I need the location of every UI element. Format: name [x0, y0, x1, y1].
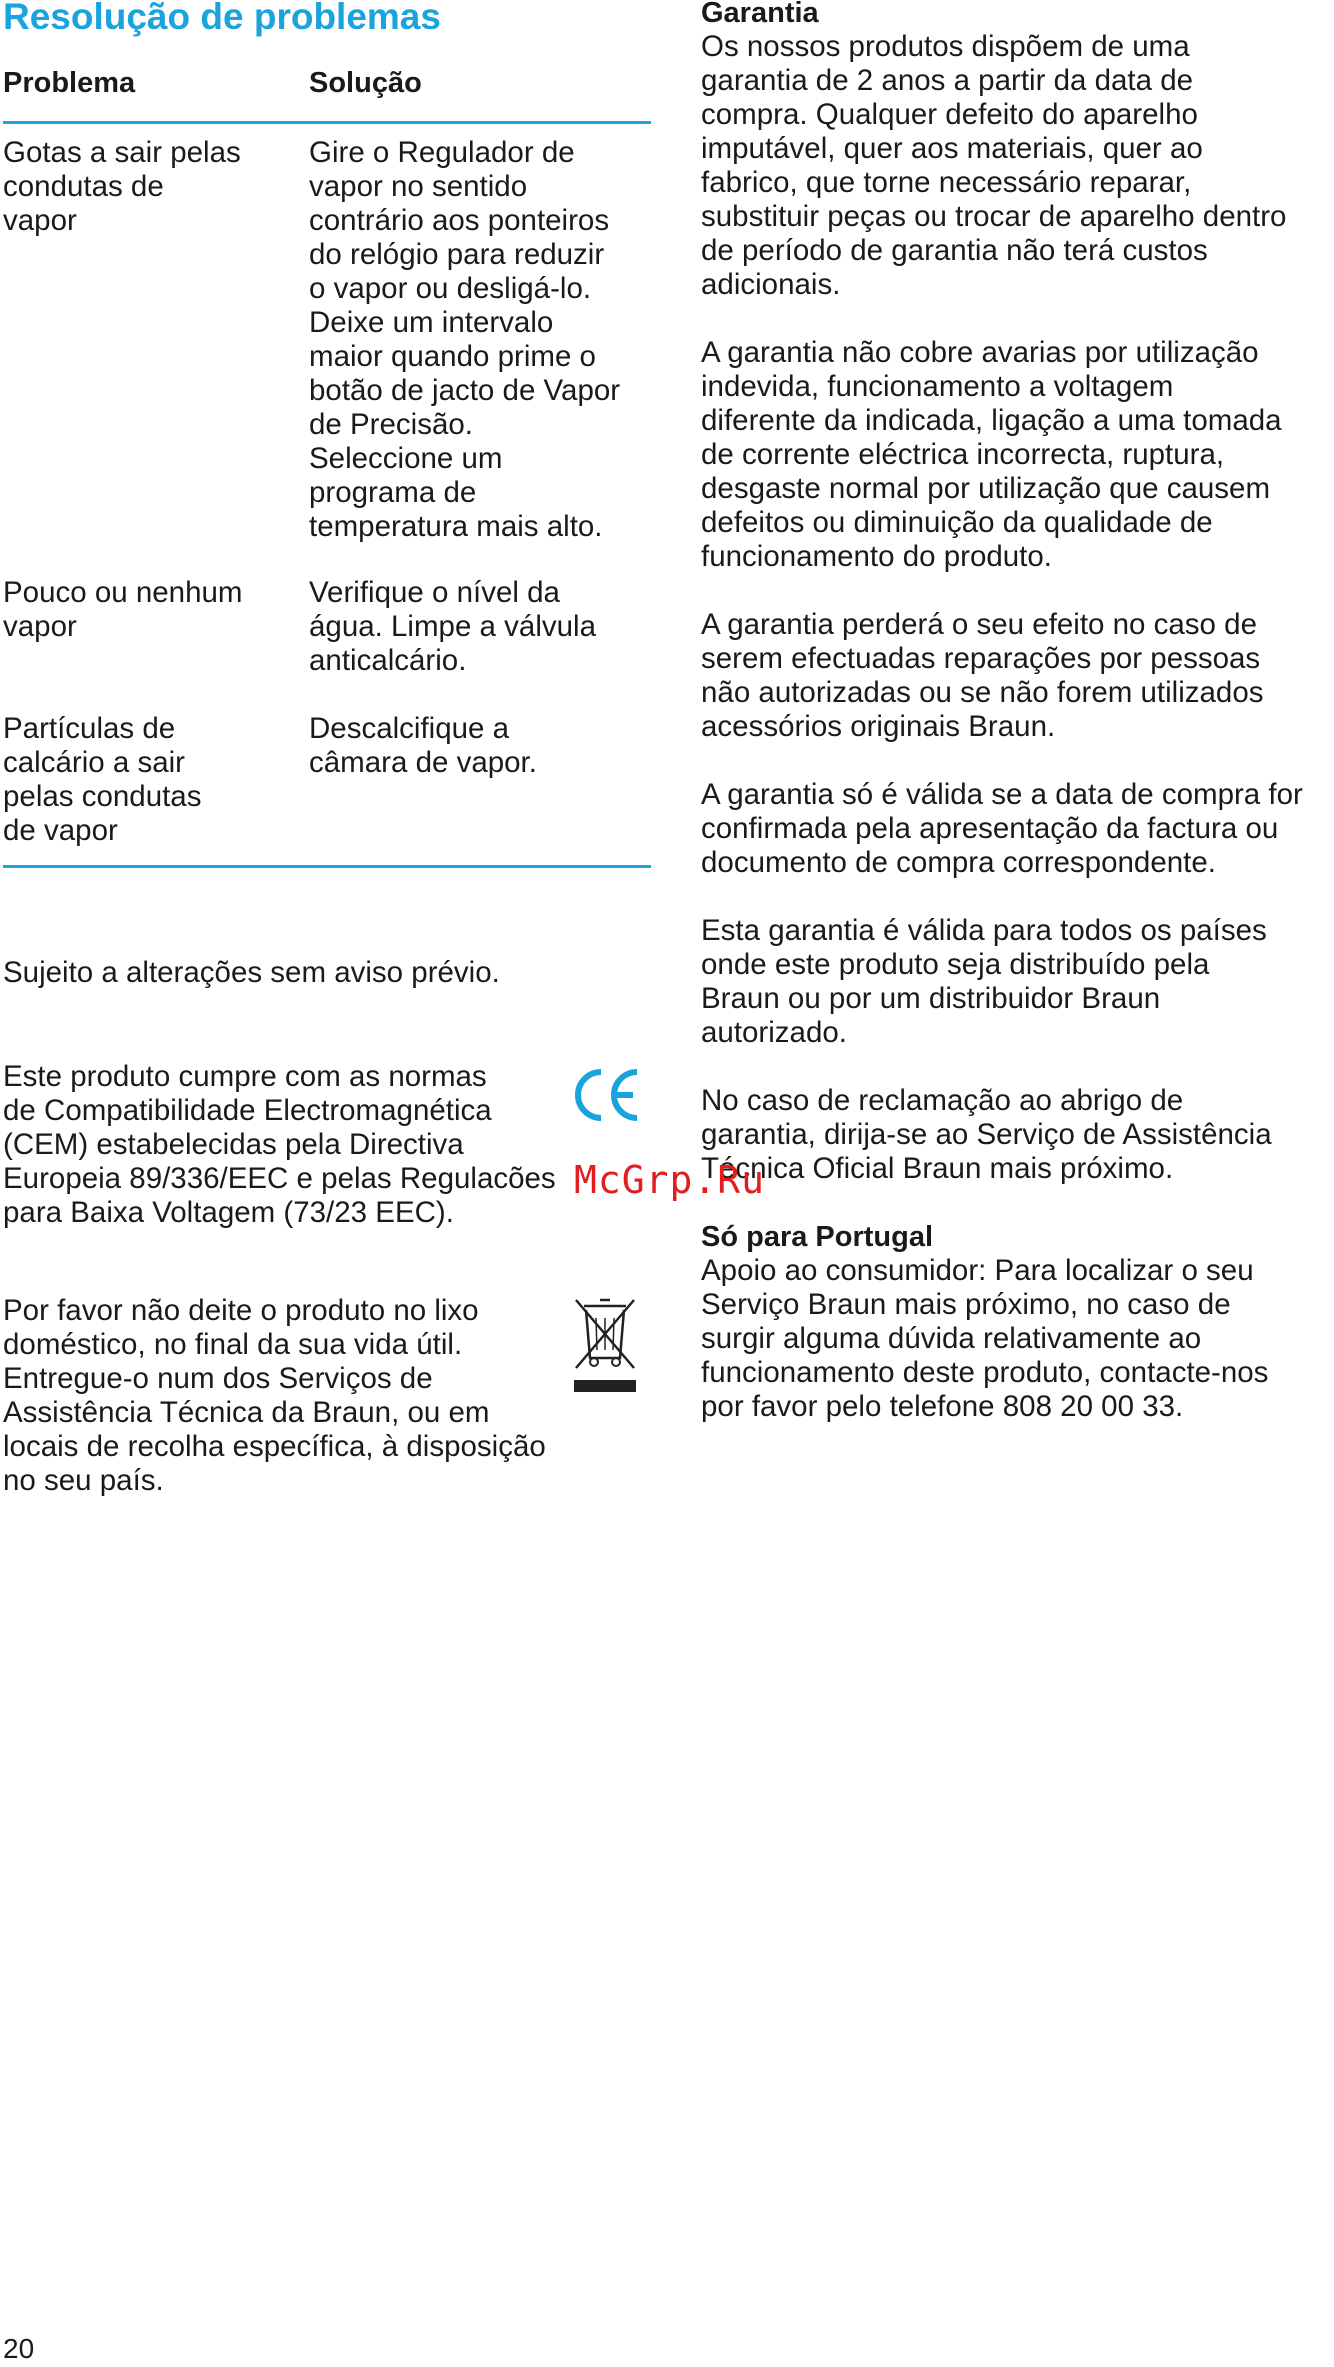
portugal-title: Só para Portugal — [701, 1221, 934, 1253]
disposal-text: Por favor não deite o produto no lixo doméstico, no final da sua vida útil. Entregue-o num dos Serviços de Assistência Técnica da Braun, ou em locais de recolha específica, à disposição no seu país. — [3, 1294, 546, 1497]
crossed-out-wheelie-bin-icon — [570, 1296, 640, 1396]
column-header-problem: Problema — [3, 67, 136, 99]
table-row-1-solution: Gire o Regulador de vapor no sentido contrário aos ponteiros do relógio para reduzir o vapor ou desligá-lo. Deixe um intervalo maior quando prime o botão de jacto de Vapor de Precisão. Seleccione um programa de temperatura mais alto. — [309, 136, 621, 543]
warranty-title: Garantia — [701, 0, 819, 29]
column-header-solution: Solução — [309, 67, 422, 99]
warranty-paragraph-4: A garantia só é válida se a data de compra for confirmada pela apresentação da factura ou documento de compra correspondente. — [701, 778, 1303, 879]
table-row-3-problem: Partículas de calcário a sair pelas condutas de vapor — [3, 712, 202, 847]
warranty-paragraph-2: A garantia não cobre avarias por utilização indevida, funcionamento a voltagem diferente da indicada, ligação a uma tomada de corrente eléctrica incorrecta, ruptura, desgaste normal por utilização que causem defeitos ou diminuição da qualidade de funcionamento do produto. — [701, 336, 1282, 573]
page-title: Resolução de problemas — [3, 0, 441, 37]
warranty-paragraph-5: Esta garantia é válida para todos os países onde este produto seja distribuído pela Braun ou por um distribuidor Braun autorizado. — [701, 914, 1267, 1049]
portugal-contact-text: Apoio ao consumidor: Para localizar o seu Serviço Braun mais próximo, no caso de surgir alguma dúvida relativamente ao funcionamento deste produto, contacte-nos por favor pelo telefone 808 20 00 33. — [701, 1254, 1269, 1423]
table-top-rule — [3, 121, 651, 124]
warranty-paragraph-6: No caso de reclamação ao abrigo de garantia, dirija-se ao Serviço de Assistência Técnica Oficial Braun mais próximo. — [701, 1084, 1272, 1185]
ce-compliance-text: Este produto cumpre com as normas de Compatibilidade Electromagnética (CEM) estabelecidas pela Directiva Europeia 89/336/EEC e pelas Regulacões para Baixa Voltagem (73/23 EEC). — [3, 1060, 556, 1229]
table-row-2-problem: Pouco ou nenhum vapor — [3, 576, 243, 643]
change-notice: Sujeito a alterações sem aviso prévio. — [3, 956, 500, 989]
table-row-2-solution: Verifique o nível da água. Limpe a válvula anticalcário. — [309, 576, 596, 677]
watermark: McGrp.Ru — [574, 1158, 766, 1202]
page-number: 20 — [3, 2333, 35, 2364]
table-row-3-solution: Descalcifique a câmara de vapor. — [309, 712, 537, 779]
table-bottom-rule — [3, 865, 651, 868]
warranty-paragraph-1: Os nossos produtos dispõem de uma garantia de 2 anos a partir da data de compra. Qualquer defeito do aparelho imputável, quer aos materiais, quer ao fabrico, que torne necessário reparar, substituir peças ou trocar de aparelho dentro de período de garantia não terá custos adicionais. — [701, 30, 1287, 301]
ce-mark-icon — [567, 1060, 647, 1130]
warranty-paragraph-3: A garantia perderá o seu efeito no caso de serem efectuadas reparações por pessoas não autorizadas ou se não forem utilizados acessórios originais Braun. — [701, 608, 1264, 743]
table-row-1-problem: Gotas a sair pelas condutas de vapor — [3, 136, 241, 237]
